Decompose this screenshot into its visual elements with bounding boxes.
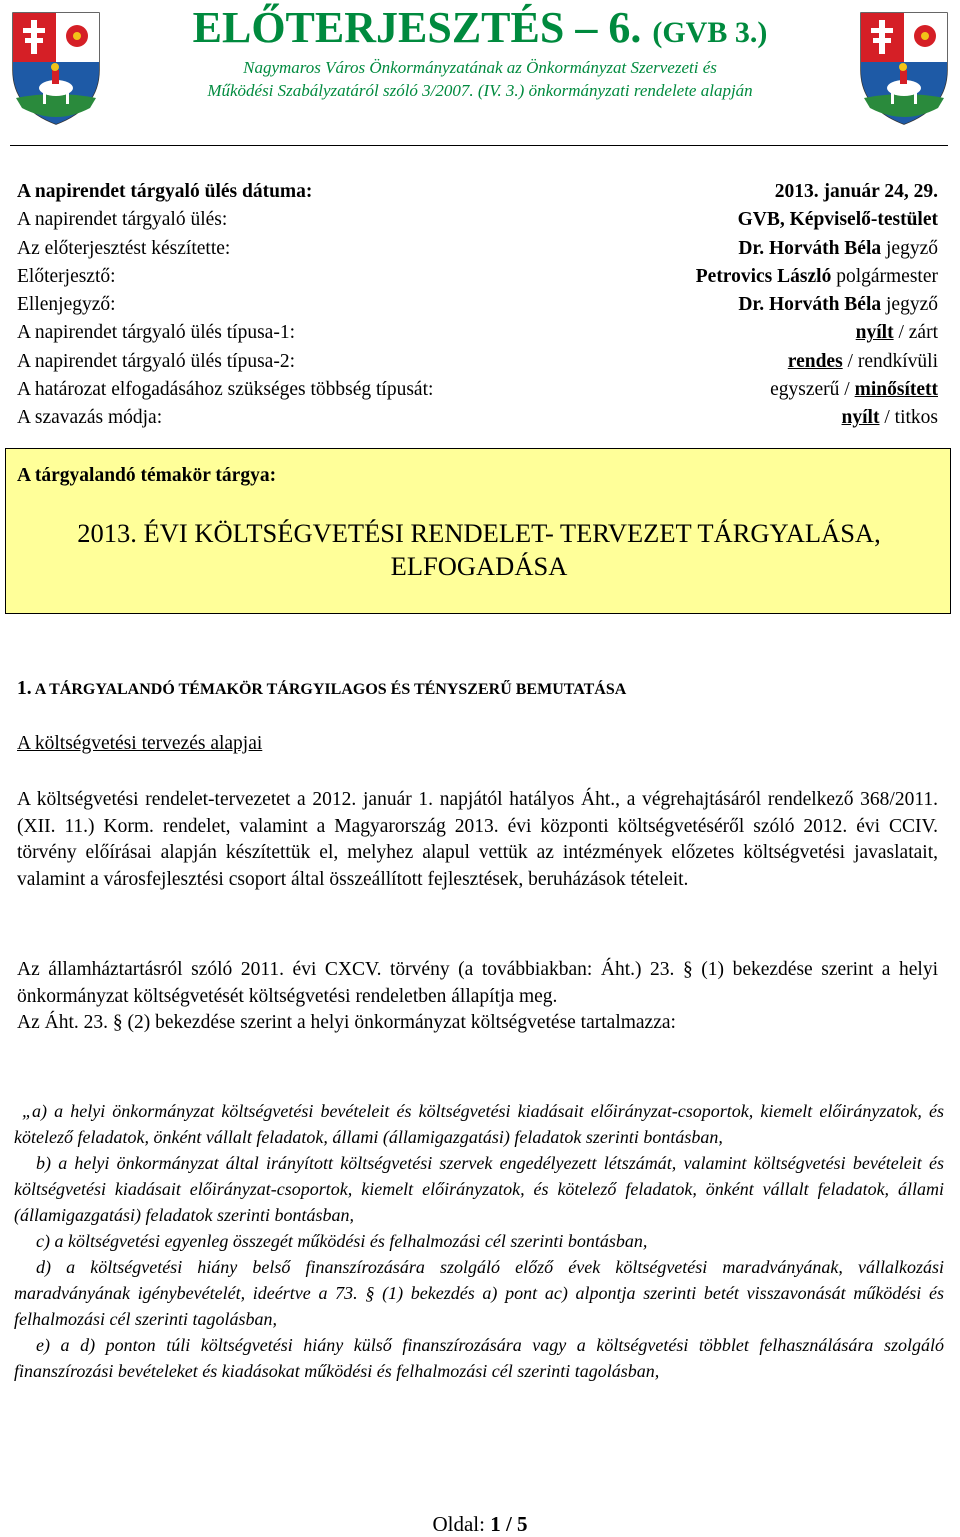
person-name: Dr. Horváth Béla xyxy=(738,237,882,259)
coat-of-arms-icon xyxy=(10,10,102,126)
subtitle-line: Nagymaros Város Önkormányzatának az Önkormányzat Szervezeti és xyxy=(243,58,717,77)
meta-row-countersign xyxy=(17,291,938,319)
meta-value: 2013. január 24, 29. xyxy=(774,181,938,202)
selected-option: nyílt xyxy=(855,322,894,344)
meta-value: GVB, Képviselő-testület xyxy=(737,209,938,231)
selected-option: rendes xyxy=(787,350,843,372)
section-subheading: A költségvetési tervezés alapjai xyxy=(17,733,263,754)
selected-option: nyílt xyxy=(841,407,880,429)
meta-row-prepared xyxy=(17,235,938,263)
topic-title-line: 2013. ÉVI KÖLTSÉGVETÉSI RENDELET- TERVEZET TÁRGYALÁSA, xyxy=(77,518,881,548)
meta-row-vote xyxy=(17,404,938,432)
meta-value xyxy=(856,319,938,347)
person-role: jegyző xyxy=(886,237,938,259)
person-role: polgármester xyxy=(836,265,938,287)
meta-row-presenter xyxy=(17,263,938,291)
quote-item: c) a költségvetési egyenleg összegét működési és felhalmozási cél szerinti bontásban, xyxy=(36,1231,648,1251)
meta-value xyxy=(770,376,938,404)
meta-label: A napirendet tárgyaló ülés típusa-1: xyxy=(17,322,295,344)
header-divider xyxy=(10,145,948,146)
selected-option: minősített xyxy=(854,379,938,401)
page-label: Oldal: xyxy=(432,1512,485,1536)
topic-box xyxy=(5,448,951,614)
meta-row-type2 xyxy=(17,348,938,376)
meta-label: A szavazás módja: xyxy=(17,407,163,429)
meta-row-date xyxy=(17,178,938,206)
title-committee: (GVB 3.) xyxy=(652,16,768,49)
quote-item: e) a d) ponton túli költségvetési hiány külső finanszírozására vagy a költségvetési többlet felhasználására szolgáló finanszírozási bevételeket és kiadásokat működési és felhalmozási cél szerinti tagolásban, xyxy=(14,1335,944,1381)
topic-title-line: ELFOGADÁSA xyxy=(390,551,568,581)
quote-item: b) a helyi önkormányzat által irányított költségvetési szervek engedélyezett létszámát, valamint költségvetési bevételeit és költségvetési kiadásait előirányzat-csoportok, kiemelt előirányzatok, és kötelező feladatok, önként vállalt feladatok, állami (államigazgatási) feladatok szerinti bontásban, xyxy=(14,1153,944,1225)
paragraph-group xyxy=(17,957,938,1037)
meta-label: Ellenjegyző: xyxy=(17,294,116,316)
meta-label: A napirendet tárgyaló ülés típusa-2: xyxy=(17,350,295,372)
meta-value xyxy=(738,235,938,263)
other-option: egyszerű / xyxy=(770,379,850,401)
paragraph: Az Áht. 23. § (2) bekezdése szerint a helyi önkormányzat költségvetése tartalmazza: xyxy=(17,1012,676,1034)
page-footer xyxy=(0,1512,960,1537)
paragraph: A költségvetési rendelet-tervezetet a 2012. január 1. napjától hatályos Áht., a végrehajtásáról rendelkező 368/2011. (XII. 11.) Korm. rendelet, valamint a Magyarország 2013. évi központi költségvetéséről szóló 2012. évi CCIV. törvény előírásai alapján készítettük el, melyhez alapul vettük az intézmények előzetes költségvetési javaslatait, valamint a városfejlesztési csoport által összeállított fejlesztések, beruházások tételeit. xyxy=(17,789,938,890)
quote-item: d) a költségvetési hiány belső finanszírozására szolgáló előző évek költségvetési maradványának, vállalkozási maradványának igénybevételét, ideértve a 73. § (1) bekezdés a) pont ac) alpontja szerinti betét visszavonását működési és felhalmozási cél szerinti tagolásban, xyxy=(14,1257,944,1329)
section-number: 1. xyxy=(17,678,32,699)
meta-value xyxy=(696,263,938,291)
coat-of-arms-icon xyxy=(858,10,950,126)
meta-label: A napirendet tárgyaló ülés: xyxy=(17,209,228,231)
person-name: Petrovics László xyxy=(695,265,832,287)
topic-title xyxy=(6,517,952,583)
meta-row-meeting xyxy=(17,206,938,234)
quote-item: „a) a helyi önkormányzat költségvetési bevételeit és költségvetési kiadásait előirányzat-csoportok, kiemelt előirányzatok, és kötelező feladatok, önként vállalt feladatok, állami (államigazgatási) feladatok szerinti bontásban, xyxy=(14,1101,944,1147)
person-role: jegyző xyxy=(886,294,938,316)
other-option: / rendkívüli xyxy=(847,350,938,372)
meta-value xyxy=(842,404,938,432)
page-number: 1 / 5 xyxy=(490,1512,528,1536)
section-title: A TÁRGYALANDÓ TÉMAKÖR TÁRGYILAGOS ÉS TÉNYSZERŰ BEMUTATÁSA xyxy=(34,681,627,698)
topic-label: A tárgyalandó témakör tárgya: xyxy=(17,465,277,486)
meta-label: Az előterjesztést készítette: xyxy=(17,237,231,259)
meta-value xyxy=(788,348,938,376)
meta-value xyxy=(738,291,938,319)
person-name: Dr. Horváth Béla xyxy=(738,294,882,316)
document-subtitle xyxy=(130,56,830,102)
document-title xyxy=(130,2,830,59)
meta-row-majority xyxy=(17,376,938,404)
section-heading xyxy=(17,676,938,704)
meeting-details xyxy=(17,178,938,433)
other-option: / titkos xyxy=(884,407,938,429)
meta-label: Előterjesztő: xyxy=(17,265,116,287)
other-option: / zárt xyxy=(898,322,938,344)
legal-quote xyxy=(14,1098,944,1384)
paragraph: Az államháztartásról szóló 2011. évi CXCV. törvény (a továbbiakban: Áht.) 23. § (1) bekezdése szerint a helyi önkormányzat költségvetését költségvetési rendeletben állapítja meg. xyxy=(17,959,938,1007)
title-main: ELŐTERJESZTÉS – 6. xyxy=(192,3,642,52)
meta-row-type1 xyxy=(17,319,938,347)
subtitle-line: Működési Szabályzatáról szóló 3/2007. (IV. 3.) önkormányzati rendelete alapján xyxy=(207,81,753,100)
meta-label: A határozat elfogadásához szükséges többség típusát: xyxy=(17,379,434,401)
meta-label: A napirendet tárgyaló ülés dátuma: xyxy=(17,181,313,202)
